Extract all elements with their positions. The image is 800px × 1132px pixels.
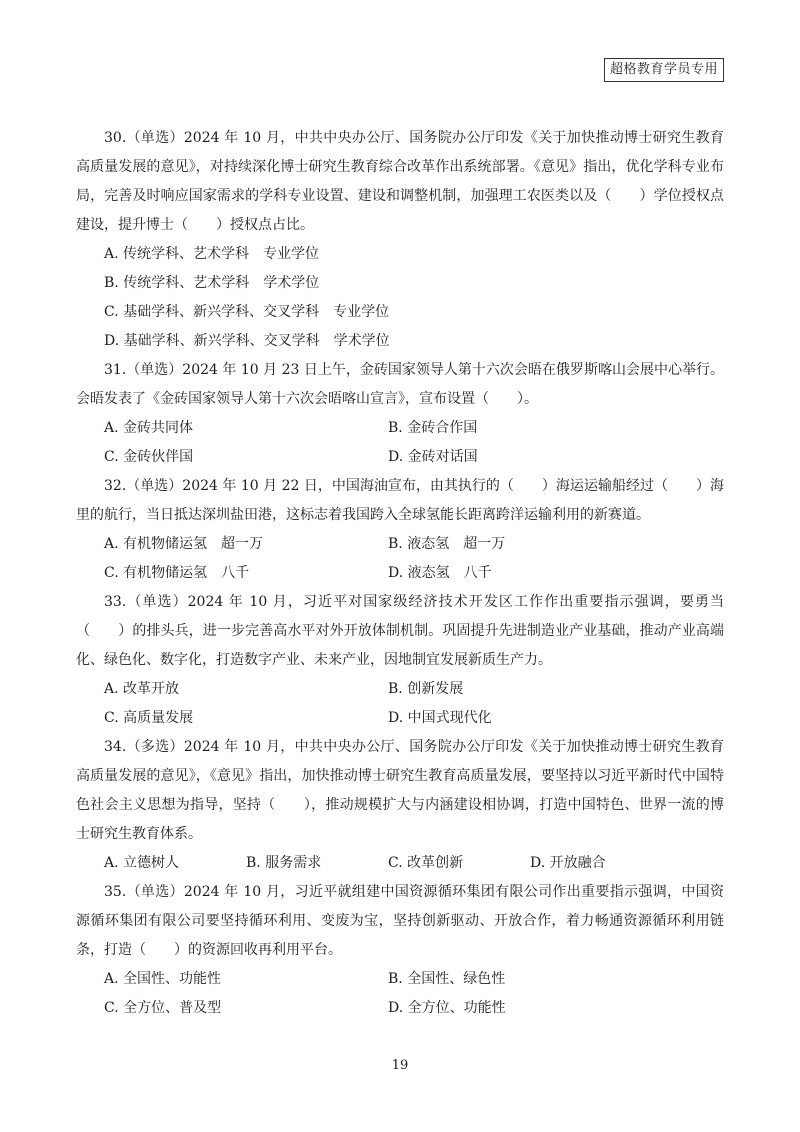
- question-30: [76, 124, 724, 356]
- option-d: D. 全方位、功能性: [388, 1000, 506, 1016]
- question-stem: 30.（单选）2024 年 10 月，中共中央办公厅、国务院办公厅印发《关于加快推动博士研究生教育高质量发展的意见》，对持续深化博士研究生教育综合改革作出系统部署。《意见》指出，优化学科专业布局，完善及时响应国家需求的学科专业设置、建设和调整机制，加强理工农医类以及（ ）学位授权点建设，提升博士（ ）授权点占比。: [76, 130, 724, 233]
- page-number: 19: [391, 1058, 409, 1073]
- option-d: D. 基础学科、新兴学科、交叉学科 学术学位: [104, 333, 390, 349]
- option-a: A. 改革开放: [104, 681, 180, 697]
- option-a: A. 金砖共同体: [104, 420, 194, 436]
- option-a: A. 传统学科、艺术学科 专业学位: [104, 246, 320, 262]
- option-a: A. 有机物储运氢 超一万: [104, 536, 264, 552]
- question-35: [76, 878, 724, 1023]
- question-32: [76, 472, 724, 588]
- option-c: C. 有机物储运氢 八千: [104, 565, 250, 581]
- option-a: A. 立德树人: [104, 855, 180, 871]
- header-badge: 超格教育学员专用: [604, 58, 724, 82]
- question-stem: 35.（单选）2024 年 10 月，习近平就组建中国资源循环集团有限公司作出重要指示强调，中国资源循环集团有限公司要坚持循环利用、变废为宝，坚持创新驱动、开放合作，着力畅通资源循环利用链条，打造（ ）的资源回收再利用平台。: [76, 884, 724, 958]
- option-c: C. 金砖伙伴国: [104, 449, 194, 465]
- option-list: [76, 414, 724, 472]
- question-34: [76, 733, 724, 878]
- question-stem: 33.（单选）2024 年 10 月，习近平对国家级经济技术开发区工作作出重要指示强调，要勇当（ ）的排头兵，进一步完善高水平对外开放体制机制。巩固提升先进制造业产业基础，推动产业高端化、绿色化、数字化，打造数字产业、未来产业，因地制宜发展新质生产力。: [76, 594, 724, 668]
- option-b: B. 服务需求: [246, 855, 322, 871]
- option-c: C. 改革创新: [388, 855, 464, 871]
- option-list: [76, 240, 724, 356]
- option-b: B. 全国性、绿色性: [388, 971, 506, 987]
- option-list: [76, 530, 724, 588]
- question-list: [76, 124, 724, 1023]
- question-stem: 34.（多选）2024 年 10 月，中共中央办公厅、国务院办公厅印发《关于加快推动博士研究生教育高质量发展的意见》，《意见》指出，加快推动博士研究生教育高质量发展，要坚持以习近平新时代中国特色社会主义思想为指导，坚持（ ），推动规模扩大与内涵建设相协调，打造中国特色、世界一流的博士研究生教育体系。: [76, 739, 724, 842]
- option-c: C. 全方位、普及型: [104, 1000, 222, 1016]
- option-a: A. 全国性、功能性: [104, 971, 222, 987]
- option-list: [76, 675, 724, 733]
- option-list: [76, 849, 724, 878]
- option-d: D. 金砖对话国: [388, 449, 478, 465]
- option-c: C. 高质量发展: [104, 710, 194, 726]
- option-d: D. 中国式现代化: [388, 710, 492, 726]
- option-b: B. 金砖合作国: [388, 420, 478, 436]
- option-b: B. 传统学科、艺术学科 学术学位: [104, 275, 320, 291]
- option-c: C. 基础学科、新兴学科、交叉学科 专业学位: [104, 304, 390, 320]
- question-stem: 31.（单选）2024 年 10 月 23 日上午，金砖国家领导人第十六次会晤在俄罗斯喀山会展中心举行。会晤发表了《金砖国家领导人第十六次会晤喀山宣言》，宣布设置（ ）。: [76, 362, 724, 407]
- option-b: B. 创新发展: [388, 681, 464, 697]
- question-33: [76, 588, 724, 733]
- question-stem: 32.（单选）2024 年 10 月 22 日，中国海油宣布，由其执行的（ ）海运运输船经过（ ）海里的航行，当日抵达深圳盐田港，这标志着我国跨入全球氢能长距离跨洋运输利用的新赛道。: [76, 478, 724, 523]
- option-list: [76, 965, 724, 1023]
- option-d: D. 开放融合: [530, 855, 606, 871]
- option-d: D. 液态氢 八千: [388, 565, 492, 581]
- option-b: B. 液态氢 超一万: [388, 536, 506, 552]
- question-31: [76, 356, 724, 472]
